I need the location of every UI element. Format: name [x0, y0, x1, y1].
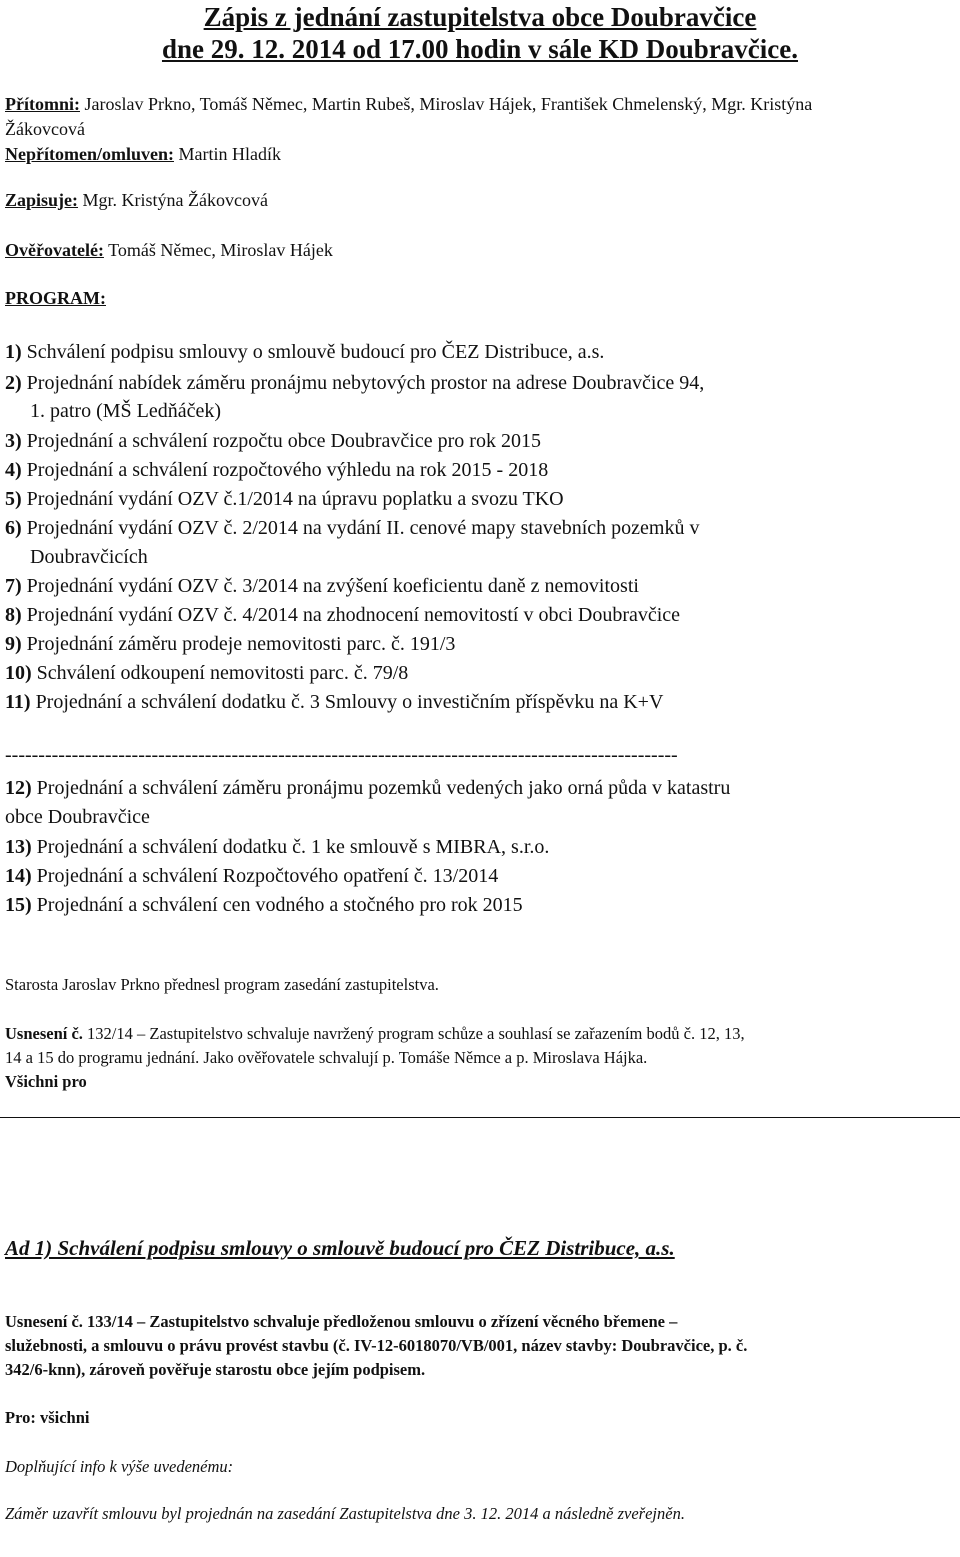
intro-text: Starosta Jaroslav Prkno přednesl program zasedání zastupitelstva. [5, 975, 439, 994]
program-item-cont: obce Doubravčice [5, 806, 150, 828]
verifiers-row [5, 240, 333, 261]
program-item: 3) Projednání a schválení rozpočtu obce Doubravčice pro rok 2015 [5, 430, 541, 452]
present-label: Přítomni: [5, 94, 80, 114]
program-item: 15) Projednání a schválení cen vodného a stočného pro rok 2015 [5, 894, 523, 916]
program-heading [5, 288, 106, 309]
program-item: 12) Projednání a schválení záměru pronájmu pozemků vedených jako orná půda v katastru [5, 777, 731, 799]
resolution-132-vote: Všichni pro [5, 1072, 87, 1091]
program-label: PROGRAM: [5, 288, 106, 308]
program-item-cont: Doubravčicích [30, 546, 148, 568]
program-item: 14) Projednání a schválení Rozpočtového opatření č. 13/2014 [5, 865, 499, 887]
program-item: 7) Projednání vydání OZV č. 3/2014 na zvýšení koeficientu daně z nemovitosti [5, 575, 639, 597]
page-title-line-2: dne 29. 12. 2014 od 17.00 hodin v sále KD Doubravčice. [161, 34, 799, 64]
program-item: 4) Projednání a schválení rozpočtového výhledu na rok 2015 - 2018 [5, 459, 549, 481]
present-cont: Žákovcová [5, 119, 85, 139]
resolution-133-line-3: 342/6-knn), zároveň pověřuje starostu obce jejím podpisem. [5, 1360, 426, 1379]
info-text: Záměr uzavřít smlouvu byl projednán na zasedání Zastupitelstva dne 3. 12. 2014 a následně zveřejněn. [5, 1504, 685, 1523]
verifiers-value: Tomáš Němec, Miroslav Hájek [108, 240, 333, 260]
info-label: Doplňující info k výše uvedenému: [5, 1457, 234, 1476]
program-item: 8) Projednání vydání OZV č. 4/2014 na zhodnocení nemovitostí v obci Doubravčice [5, 604, 681, 626]
recorder-value: Mgr. Kristýna Žákovcová [82, 190, 268, 210]
program-item-cont: 1. patro (MŠ Ledňáček) [30, 400, 222, 422]
resolution-133-line-1: Usnesení č. 133/14 – Zastupitelstvo schvaluje předloženou smlouvu o zřízení věcného břemene – [5, 1312, 678, 1331]
program-item: 1) Schválení podpisu smlouvy o smlouvě budoucí pro ČEZ Distribuce, a.s. [5, 341, 605, 363]
program-item: 10) Schválení odkoupení nemovitosti parc. č. 79/8 [5, 662, 409, 684]
present-value: Jaroslav Prkno, Tomáš Němec, Martin Rubeš, Miroslav Hájek, František Chmelenský, Mgr. Kristýna [84, 94, 813, 114]
resolution-132-line-2: 14 a 15 do programu jednání. Jako ověřovatele schvalují p. Tomáše Němce a p. Miroslava Hájka. [5, 1048, 648, 1067]
recorder-label: Zapisuje: [5, 190, 79, 210]
absent-row [5, 144, 281, 165]
absent-value: Martin Hladík [178, 144, 281, 164]
resolution-132-line-1: Usnesení č. 132/14 – Zastupitelstvo schvaluje navržený program schůze a souhlasí se zařazením bodů č. 12, 13, [5, 1024, 745, 1043]
program-item: 9) Projednání záměru prodeje nemovitosti parc. č. 191/3 [5, 633, 456, 655]
program-item: 6) Projednání vydání OZV č. 2/2014 na vydání II. cenové mapy stavebních pozemků v [5, 517, 700, 539]
page-title-line-1: Zápis z jednání zastupitelstva obce Doubravčice [203, 2, 757, 32]
horizontal-rule [0, 1117, 960, 1118]
resolution-133-line-2: služebnosti, a smlouvu o právu provést stavbu (č. IV-12-6018070/VB/001, název stavby: Doubravčice, p. č. [5, 1336, 748, 1355]
present-row [5, 94, 812, 115]
dashed-separator: ----------------------------------------------------------------------------------------------------- [5, 744, 678, 766]
ad1-heading: Ad 1) Schválení podpisu smlouvy o smlouvě budoucí pro ČEZ Distribuce, a.s. [5, 1236, 675, 1260]
recorder-row [5, 190, 268, 211]
absent-label: Nepřítomen/omluven: [5, 144, 174, 164]
program-item: 2) Projednání nabídek záměru pronájmu nebytových prostor na adrese Doubravčice 94, [5, 372, 705, 394]
verifiers-label: Ověřovatelé: [5, 240, 104, 260]
resolution-133-vote: Pro: všichni [5, 1408, 90, 1427]
program-item: 11) Projednání a schválení dodatku č. 3 Smlouvy o investičním příspěvku na K+V [5, 691, 664, 713]
program-item: 13) Projednání a schválení dodatku č. 1 ke smlouvě s MIBRA, s.r.o. [5, 836, 550, 858]
program-item: 5) Projednání vydání OZV č.1/2014 na úpravu poplatku a svozu TKO [5, 488, 564, 510]
